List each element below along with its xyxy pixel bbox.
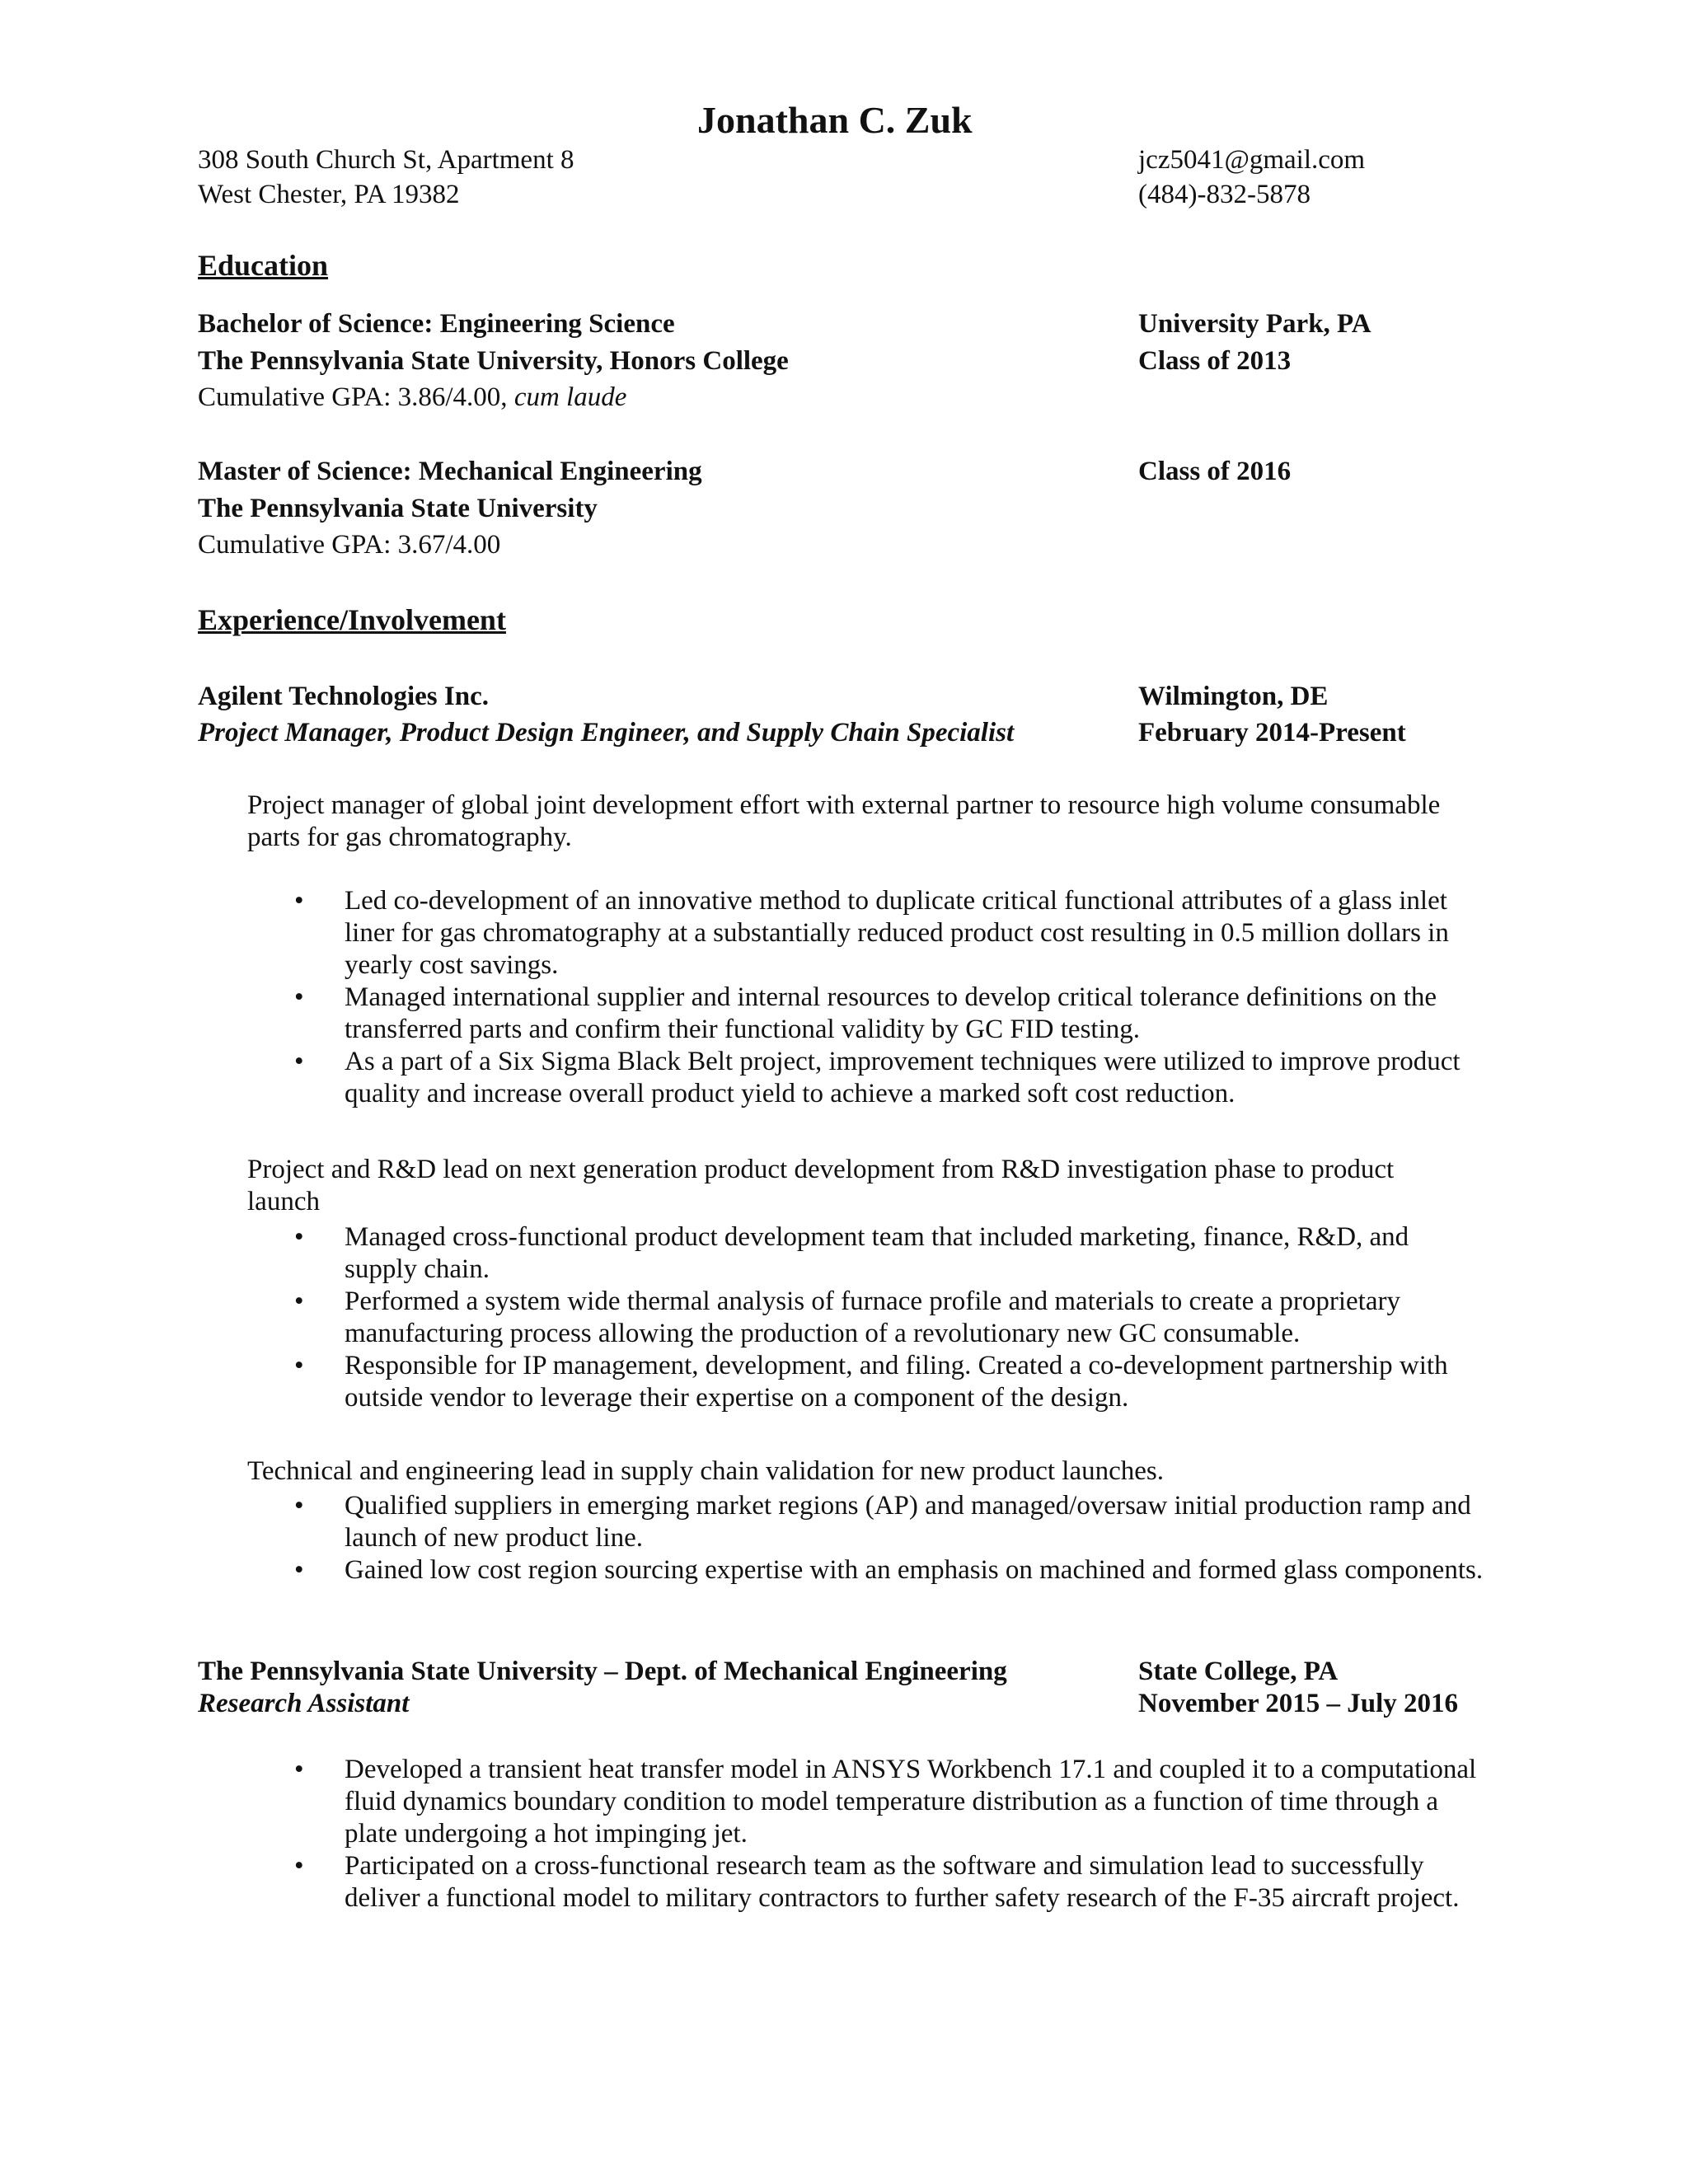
phone: (484)-832-5878: [1138, 180, 1311, 209]
bs-location: University Park, PA: [1138, 309, 1372, 339]
agilent-bullets-1: [247, 885, 1484, 1110]
job-agilent-dates: February 2014-Present: [1138, 718, 1406, 748]
address-line-2: West Chester, PA 19382: [198, 180, 460, 209]
address-line-1: 308 South Church St, Apartment 8: [198, 145, 574, 175]
ms-date: Class of 2016: [1138, 457, 1292, 486]
agilent-bullets-2: [247, 1221, 1484, 1414]
list-item: • Qualified suppliers in emerging market regions (AP) and managed/oversaw initial production ramp and launch of new product line.: [247, 1490, 1484, 1554]
job-agilent-org: Agilent Technologies Inc.: [198, 682, 489, 711]
candidate-name: Jonathan C. Zuk: [697, 99, 973, 141]
list-item: • Led co-development of an innovative method to duplicate critical functional attributes of a glass inlet liner for gas chromatography at a substantially reduced product cost resulting in 0.5 million dollars in yearly cost savings.: [247, 885, 1484, 982]
agilent-intro-1: Project manager of global joint development effort with external partner to resource high volume consumable parts for gas chromatography.: [247, 790, 1441, 852]
bs-school: The Pennsylvania State University, Honors College: [198, 346, 789, 376]
bs-date: Class of 2013: [1138, 346, 1292, 376]
agilent-intro-3: Technical and engineering lead in supply chain validation for new product launches.: [247, 1456, 1164, 1486]
list-item: • Responsible for IP management, development, and filing. Created a co-development partnership with outside vendor to leverage their expertise on a component of the design.: [247, 1350, 1484, 1414]
ms-school: The Pennsylvania State University: [198, 494, 598, 523]
ms-gpa: Cumulative GPA: 3.67/4.00: [198, 530, 501, 560]
job-agilent-location: Wilmington, DE: [1138, 682, 1329, 711]
job-psu-title: Research Assistant: [198, 1689, 410, 1718]
job-psu-location: State College, PA: [1138, 1657, 1339, 1686]
education-heading: Education: [198, 249, 329, 282]
job-psu-dates: November 2015 – July 2016: [1138, 1689, 1459, 1718]
agilent-bullets-3: [247, 1490, 1484, 1586]
agilent-intro-2: Project and R&D lead on next generation product development from R&D investigation phase to product launch: [247, 1155, 1395, 1216]
list-item: • Developed a transient heat transfer model in ANSYS Workbench 17.1 and coupled it to a computational fluid dynamics boundary condition to model temperature distribution as a function of time through a plate undergoing a hot impinging jet.: [247, 1754, 1484, 1850]
job-agilent-title: Project Manager, Product Design Engineer, and Supply Chain Specialist: [198, 718, 1015, 748]
bs-gpa-line: [198, 382, 626, 414]
list-item: • As a part of a Six Sigma Black Belt project, improvement techniques were utilized to improve product quality and increase overall product yield to achieve a marked soft cost reduction.: [247, 1046, 1484, 1110]
bs-degree: Bachelor of Science: Engineering Science: [198, 309, 675, 339]
list-item: • Managed cross-functional product development team that included marketing, finance, R&D, and supply chain.: [247, 1221, 1484, 1286]
job-psu-org: The Pennsylvania State University – Dept. of Mechanical Engineering: [198, 1657, 1007, 1686]
psu-bullets: [247, 1754, 1484, 1915]
list-item: • Performed a system wide thermal analysis of furnace profile and materials to create a proprietary manufacturing process allowing the production of a revolutionary new GC consumable.: [247, 1286, 1484, 1350]
experience-heading: Experience/Involvement: [198, 603, 506, 636]
list-item: • Participated on a cross-functional research team as the software and simulation lead to successfully deliver a functional model to military contractors to further safety research of the F-35 aircraft project.: [247, 1850, 1484, 1915]
email: jcz5041@gmail.com: [1138, 145, 1366, 175]
bs-honor: cum laude: [513, 382, 627, 412]
ms-degree: Master of Science: Mechanical Engineering: [198, 457, 702, 486]
list-item: • Gained low cost region sourcing expertise with an emphasis on machined and formed glass components.: [247, 1554, 1484, 1586]
bs-gpa: Cumulative GPA: 3.86/4.00,: [198, 382, 508, 412]
list-item: • Managed international supplier and internal resources to develop critical tolerance definitions on the transferred parts and confirm their functional validity by GC FID testing.: [247, 982, 1484, 1046]
